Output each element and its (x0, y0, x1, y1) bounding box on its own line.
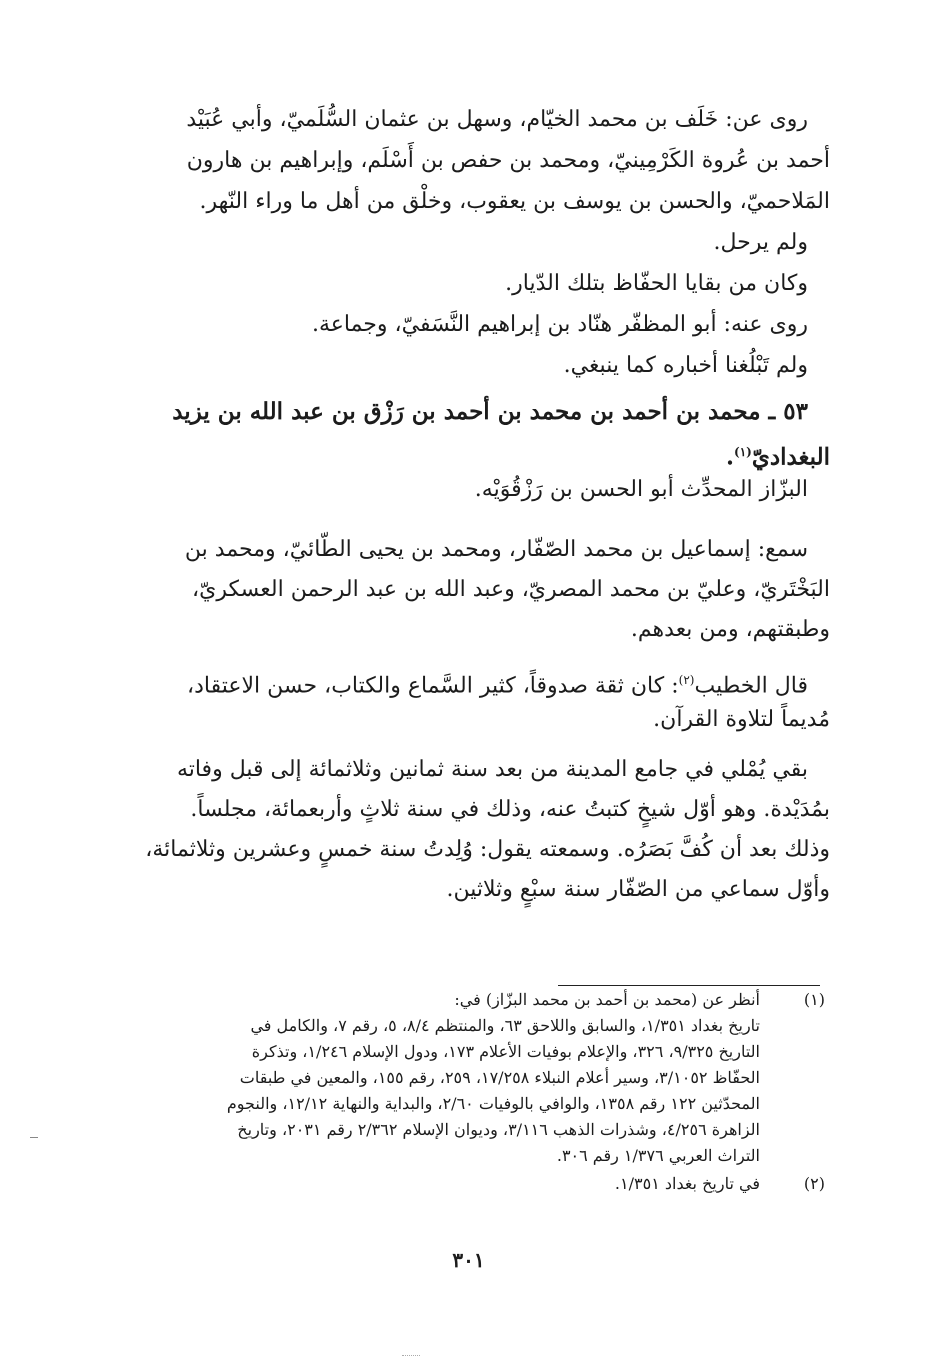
footnote-line: الزاهرة ٤/٢٥٦، وشذرات الذهب ٣/١١٦، وديوان الإسلام ٢/٣٦٢ رقم ٢٠٣١، وتاريخ (237, 1120, 760, 1139)
text-line: أحمد بن عُروة الكَرْمِينيّ، ومحمد بن حفص بن أَسْلَم، وإبراهيم بن هارون (186, 148, 830, 173)
text-line: وطبقتهم، ومن بعدهم. (630, 617, 830, 642)
entry-heading-nisba: البغداديّ (751, 443, 830, 471)
text-line: المَلاحميّ، والحسن بن يوسف بن يعقوب، وخلْق من أهل ما وراء النّهر. (199, 189, 830, 214)
footnote-line: تاريخ بغداد ١/٣٥١، والسابق واللاحق ٦٣، والمنتظم ٨/٤، ٥، رقم ٧، والكامل في (250, 1016, 760, 1035)
teachers-paragraph (100, 530, 830, 655)
khatib-paragraph (100, 660, 830, 745)
heading-period: . (726, 443, 735, 471)
footnote-separator (558, 985, 820, 986)
text-line: وذلك بعد أن كُفَّ بَصَرُه. وسمعته يقول: وُلِدتُ سنة خمسٍ وعشرين وثلاثمائة، (145, 837, 830, 862)
text-line: مُديماً لتلاوة القرآن. (653, 707, 830, 732)
entry-heading (100, 392, 830, 522)
footnote-line: في تاريخ بغداد ١/٣٥١. (614, 1174, 760, 1193)
narration-paragraph (100, 100, 830, 390)
footnote-line: الحفّاظ ٣/١٠٥٢، وسير أعلام النبلاء ١٧/٢٥٨، ٢٥٩، رقم ١٥٥، والمعين في طبقات (239, 1068, 760, 1087)
text-line: البَخْتَريّ، وعليّ بن محمد المصريّ، وعبد الله بن عبد الرحمن العسكريّ، (192, 577, 830, 602)
footnote-ref-1[interactable]: (١) (734, 445, 752, 459)
scan-mark (402, 1355, 420, 1356)
footnote-number: (٢) (803, 1174, 825, 1193)
text-line: ولم تَبْلُغنا أخباره كما ينبغي. (563, 353, 808, 378)
khatib-rest: : كان ثقة صدوقاً، كثير السَّماع والكتاب، حسن الاعتقاد، (186, 673, 679, 699)
footnote-number: (١) (803, 990, 825, 1009)
page-number: ٣٠١ (452, 1248, 485, 1272)
footnote-line: أنظر عن (محمد بن أحمد بن محمد البزّاز) في: (454, 990, 760, 1009)
text-line: بقي يُمْلي في جامع المدينة من بعد سنة ثمانين وثلاثمائة إلى قبل وفاته (176, 757, 808, 782)
text-line: روى عن: خَلَف بن محمد الخيّام، وسهل بن عثمان السُّلَميّ، وأبي عُبَيْد (186, 107, 808, 132)
text-line: بمُدَيْدة. وهو أوّل شيخٍ كتبتُ عنه، وذلك في سنة ثلاثٍ وأربعمائة، مجلساً. (190, 797, 830, 822)
text-line: ولم يرحل. (713, 230, 808, 255)
text-line: وأوّل سماعي من الصّفّار سنة سبْعٍ وثلاثين. (446, 877, 830, 902)
footnote-line: التاريخ ٩/٣٢٥، ٣٢٦، والإعلام بوفيات الأعلام ١٧٣، ودول الإسلام ١/٢٤٦، وتذكرة (251, 1042, 760, 1061)
footnote-line: التراث العربي ١/٣٧٦ رقم ٣٠٦. (556, 1146, 760, 1165)
footnote-line: المحدّثين ١٢٢ رقم ١٣٥٨، والوافي بالوفيات ٢/٦٠، والبداية والنهاية ١٢/١٢، والنجوم (226, 1094, 760, 1113)
text-line: روى عنه: أبو المظفّر هنّاد بن إبراهيم النَّسَفيّ، وجماعة. (311, 312, 808, 337)
khatib-lead: قال الخطيب (694, 673, 808, 699)
scan-mark (30, 1137, 38, 1138)
text-line: وكان من بقايا الحفّاظ بتلك الدّيار. (505, 271, 808, 296)
entry-heading-line: ٥٣ ـ محمد بن أحمد بن محمد بن أحمد بن رَزْق بن عبد الله بن يزيد (172, 398, 808, 425)
footnote-ref-2[interactable]: (٢) (678, 673, 695, 687)
closing-paragraph (100, 750, 830, 920)
text-line: سمع: إسماعيل بن محمد الصّفّار، ومحمد بن يحيى الطّائيّ، ومحمد بن (184, 537, 808, 562)
entry-subtitle: البزّاز المحدِّث أبو الحسن بن رَزْقُوَيْه. (474, 477, 808, 502)
